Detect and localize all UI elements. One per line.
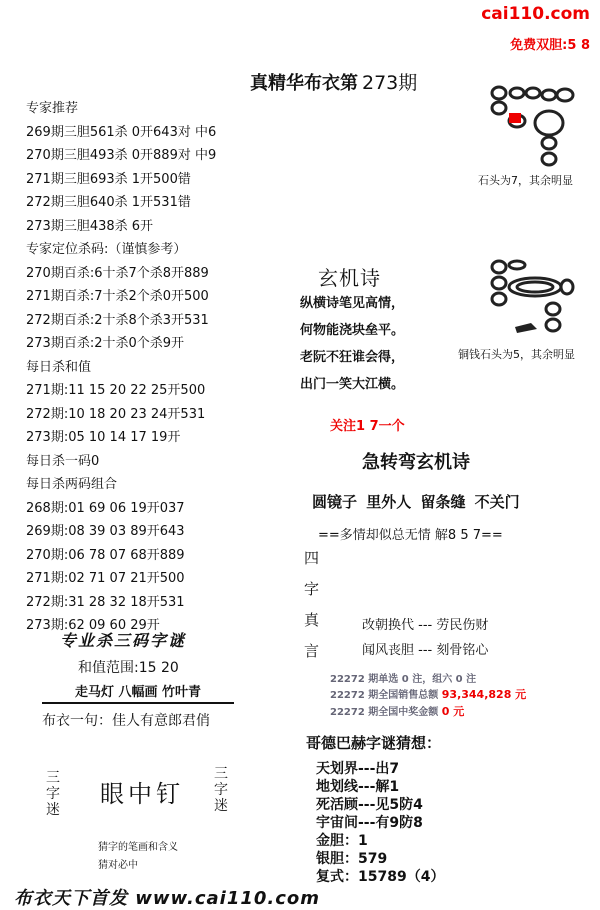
position-kill-row: 272期百杀:2十杀8个杀3开531: [26, 312, 209, 328]
goethe-title: 哥德巴赫字谜猜想：: [306, 734, 442, 752]
position-kill-row: 273期百杀:2十杀0个杀9开: [26, 336, 185, 351]
position-kill-row: 270期百杀:6十杀7个杀8开889: [26, 265, 209, 281]
title-text: 真精华布衣第: [250, 73, 358, 94]
daily-one-code: 每日杀一码0: [26, 453, 100, 469]
daily-two-heading: 每日杀两码组合: [26, 477, 118, 492]
clue-row: 复式：15789（4）: [316, 869, 445, 885]
issue-title: [250, 68, 417, 95]
guess-sure: 猜对必中: [98, 860, 138, 871]
stat-value: 93,344,828 元: [441, 688, 527, 701]
zimi-char: 字: [214, 782, 228, 798]
idiom-row: 改朝换代 --- 劳民伤财: [362, 618, 489, 633]
kill3-hint: 走马灯 八幅画 竹叶青: [42, 681, 234, 704]
idiom-row: 闻风丧胆 --- 刻骨铭心: [362, 643, 489, 658]
four-char-vertical: [304, 543, 324, 667]
daily-two-row: 273期:62 09 60 29开: [26, 618, 160, 633]
clue-row: 天划界---出7: [316, 761, 400, 777]
zimi-char: 三: [46, 770, 60, 786]
zimi-label-left: [44, 770, 62, 818]
daily-sum-heading: 每日杀和值: [26, 359, 92, 375]
stat-prize: [330, 703, 464, 719]
poem-line: 纵横诗笔见高情，: [300, 296, 405, 311]
zimi-label-right: [212, 766, 230, 814]
poem2-title: 急转弯玄机诗: [362, 452, 470, 473]
guess-hint: 猜字的笔画和含义: [98, 842, 178, 853]
stat-label: 22272 期全国中奖金额: [330, 707, 439, 718]
daily-two-row: 270期:06 78 07 68开889: [26, 547, 185, 563]
picture-caption-1: 石头为7，其余明显: [478, 174, 573, 187]
clue-row: 金胆：1: [316, 833, 368, 849]
clue-row: 宇宙间---有9防8: [316, 815, 423, 831]
stone-icon: [515, 323, 537, 333]
zimi-char: 迷: [46, 802, 60, 818]
site-name: cai110.com: [481, 4, 590, 24]
picture-riddle-1: [488, 82, 590, 174]
poem2-sub: ==多情却似总无情 解8 5 7==: [318, 528, 503, 543]
poem-line: 出门一笑大江横。: [300, 377, 405, 392]
coin-chain-icon: [492, 261, 573, 331]
daily-two-row: 272期:31 28 32 18开531: [26, 594, 185, 610]
zimi-char: 三: [214, 766, 228, 782]
expert-row: 269期三胆561杀 0开643对 中6: [26, 124, 217, 140]
picture-caption-2: 铜钱石头为5，其余明显: [458, 348, 575, 361]
vertical-char: 四: [304, 549, 320, 567]
expert-row: 270期三胆493杀 0开889对 中9: [26, 148, 217, 163]
clue-row: 地划线---解1: [316, 779, 400, 795]
daily-sum-row: 271期:11 15 20 22 25开500: [26, 383, 206, 398]
position-kill-row: 271期百杀:7十杀2个杀0开500: [26, 289, 209, 304]
poem-title: 玄机诗: [318, 266, 381, 290]
expert-row: 271期三胆693杀 1开500错: [26, 171, 191, 187]
issue-number: 273期: [362, 72, 418, 94]
stat-sales: [330, 686, 526, 702]
footer-banner: 布衣天下首发 www.cai110.com: [14, 888, 321, 909]
clue-row: 死活顾---见5防4: [316, 797, 423, 813]
free-double-tip: 免费双胆:5 8: [510, 38, 590, 53]
sum-range: 和值范围:15 20: [78, 660, 179, 676]
daily-sum-row: 272期:10 18 20 23 24开531: [26, 406, 206, 422]
position-kill-heading: 专家定位杀码:（谨慎参考）: [26, 242, 187, 257]
poem2-riddle: 圆镜子 里外人 留条缝 不关门: [312, 493, 520, 511]
left-column: [26, 97, 296, 638]
poem-line: 何物能浇块垒平。: [300, 323, 405, 338]
buyi-sentence: 布衣一句：佳人有意郎君俏: [42, 713, 210, 729]
poem-focus: 关注1 7一个: [330, 419, 405, 434]
kill3-title: 专业杀三码字谜: [60, 631, 187, 650]
stat-label: 22272 期全国销售总额: [330, 690, 439, 701]
goethe-clues: [316, 760, 444, 886]
clue-row: 银胆：579: [316, 851, 388, 867]
riddle-answer: 眼中钉: [100, 780, 184, 808]
daily-two-row: 271期:02 71 07 21开500: [26, 571, 185, 586]
expert-row: 273期三胆438杀 6开: [26, 218, 154, 234]
poem-body: [300, 290, 450, 398]
ring-chain-icon: [492, 87, 573, 165]
stat-single: 22272 期单选 0 注，组六 0 注: [330, 674, 477, 685]
daily-two-row: 269期:08 39 03 89开643: [26, 524, 185, 539]
vertical-char: 言: [304, 642, 320, 660]
expert-heading: 专家推荐: [26, 101, 79, 116]
picture-riddle-2: [486, 256, 588, 338]
red-stone-icon: [509, 113, 521, 123]
daily-two-row: 268期:01 69 06 19开037: [26, 500, 185, 516]
stat-value: 0 元: [441, 705, 465, 718]
expert-row: 272期三胆640杀 1开531错: [26, 195, 191, 210]
vertical-char: 真: [304, 611, 320, 629]
zimi-char: 迷: [214, 798, 228, 814]
poem-line: 老阮不狂谁会得，: [300, 350, 405, 365]
zimi-char: 字: [46, 786, 60, 802]
vertical-char: 字: [304, 580, 320, 598]
daily-sum-row: 273期:05 10 14 17 19开: [26, 430, 181, 445]
